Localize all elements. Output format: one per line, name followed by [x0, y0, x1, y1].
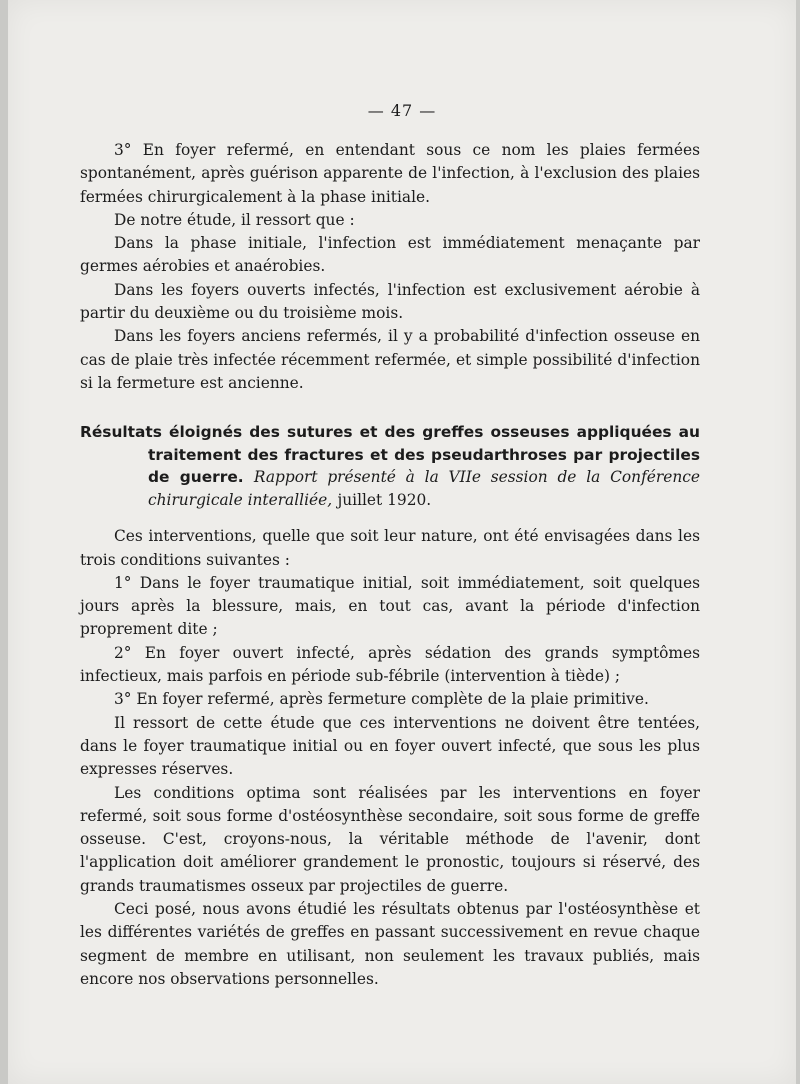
paragraph: Dans les foyers ouverts infectés, l'infection est exclusivement aérobie à partir du deuxième ou du troisième mois.: [80, 280, 700, 323]
paragraph: Dans les foyers anciens refermés, il y a probabilité d'infection osseuse en cas de plaie très infectée récemment refermée, et simple possibilité d'infection si la fermeture est ancienne.: [80, 327, 700, 392]
paragraph: Il ressort de cette étude que ces interventions ne doivent être tentées, dans le foyer traumatique initial ou en foyer ouvert infecté, que sous les plus expresses réserves.: [80, 713, 700, 779]
heading-title: Résultats éloignés des sutures et des greffes osseuses appliquées au traitement des fractures et des pseudarthroses par projectiles de guerre.: [80, 423, 700, 487]
page-body: [80, 139, 700, 991]
paragraph: 2° En foyer ouvert infecté, après sédation des grands symptômes infectieux, mais parfois en période sub-fébrile (intervention à tiède) ;: [80, 643, 700, 686]
paragraph: Ceci posé, nous avons étudié les résultats obtenus par l'ostéosynthèse et les différentes variétés de greffes en passant successivement en revue chaque segment de membre en utilisant, non seulement les travaux publiés, mais encore nos observations personnelles.: [80, 900, 700, 988]
paragraph: Les conditions optima sont réalisées par les interventions en foyer refermé, soit sous forme d'ostéosynthèse secondaire, soit sous forme de greffe osseuse. C'est, croyons-nous, la véritable méthode de l'avenir, dont l'application doit améliorer grandement le pronostic, toujours si réservé, des grands traumatismes osseux par projectiles de guerre.: [80, 783, 700, 895]
paragraph: 3° En foyer refermé, en entendant sous ce nom les plaies fermées spontanément, après guérison apparente de l'infection, à l'exclusion des plaies fermées chirurgicalement à la phase initiale.: [80, 141, 700, 206]
heading-date: juillet 1920.: [337, 490, 432, 509]
heading-reference: Rapport présenté à la VIIe session de la Conférence chirurgicale interalliée,: [148, 468, 700, 509]
document-page: [8, 0, 796, 1084]
paragraph: 3° En foyer refermé, après fermeture complète de la plaie primitive.: [114, 690, 649, 709]
paragraph: De notre étude, il ressort que :: [114, 210, 355, 229]
paragraph: 1° Dans le foyer traumatique initial, soit immédiatement, soit quelques jours après la blessure, mais, en tout cas, avant la période d'infection proprement dite ;: [80, 573, 700, 639]
paragraph: Ces interventions, quelle que soit leur nature, ont été envisagées dans les trois conditions suivantes :: [80, 527, 700, 569]
page-number: — 47 —: [367, 101, 437, 120]
section-heading: [80, 421, 700, 511]
paragraph: Dans la phase initiale, l'infection est immédiatement menaçante par germes aérobies et anaérobies.: [80, 234, 700, 276]
